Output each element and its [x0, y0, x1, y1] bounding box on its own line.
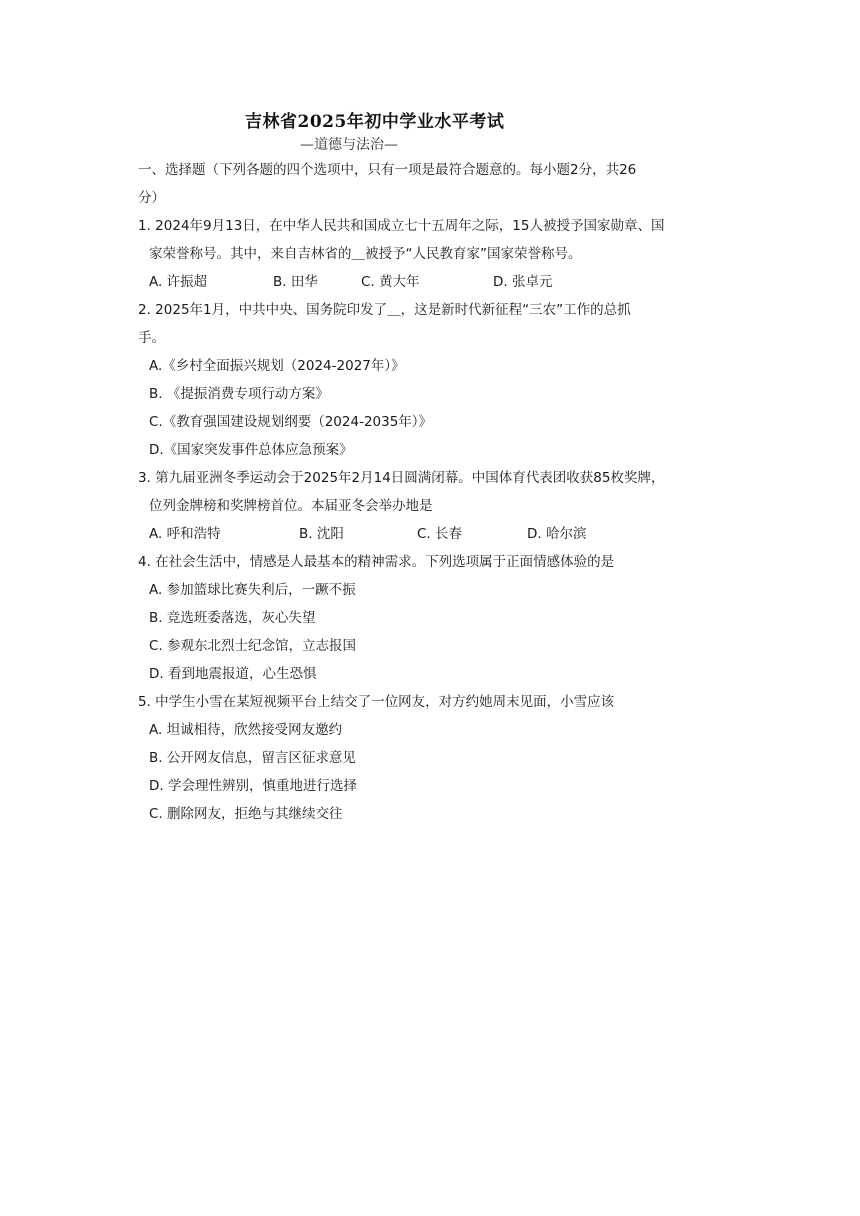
section-heading-line-2: 分） [138, 190, 165, 206]
q1-option-a: A. 许振超 [149, 274, 208, 290]
q4-option-a: A. 参加篮球比赛失利后，一蹶不振 [149, 582, 356, 598]
q2-option-a: A.《乡村全面振兴规划（2024-2027年）》 [149, 358, 405, 374]
q1-option-d: D. 张卓元 [493, 274, 553, 290]
q1-option-c: C. 黄大年 [361, 274, 420, 290]
q5-option-3: D. 学会理性辨别，慎重地进行选择 [149, 778, 357, 794]
question-2-text: 2. 2025年1月，中共中央、国务院印发了＿，这是新时代新征程“三农”工作的总抓 [138, 302, 631, 318]
q3-option-c: C. 长春 [417, 526, 463, 542]
q2-option-b: B. 《提振消费专项行动方案》 [149, 386, 329, 402]
section-heading-line-1: 一、选择题（下列各题的四个选项中，只有一项是最符合题意的。每小题2分，共26 [138, 162, 637, 178]
question-1-text: 1. 2024年9月13日，在中华人民共和国成立七十五周年之际，15人被授予国家勋章、国 [138, 218, 665, 234]
exam-subtitle: —道德与法治— [300, 137, 398, 153]
question-5-text: 5. 中学生小雪在某短视频平台上结交了一位网友，对方约她周末见面，小雪应该 [138, 694, 615, 710]
q5-option-4: C. 删除网友，拒绝与其继续交往 [149, 806, 343, 822]
q1-option-b: B. 田华 [273, 274, 318, 290]
q3-option-d: D. 哈尔滨 [527, 526, 587, 542]
question-4-text: 4. 在社会生活中，情感是人最基本的精神需求。下列选项属于正面情感体验的是 [138, 554, 615, 570]
exam-title: 吉林省2025年初中学业水平考试 [245, 112, 505, 132]
question-1-options [149, 272, 552, 292]
q5-option-2: B. 公开网友信息，留言区征求意见 [149, 750, 356, 766]
q2-option-d: D.《国家突发事件总体应急预案》 [149, 442, 353, 458]
q2-option-c: C.《教育强国建设规划纲要（2024-2035年）》 [149, 414, 433, 430]
question-3-options [149, 524, 586, 544]
question-3-text-cont: 位列金牌榜和奖牌榜首位。本届亚冬会举办地是 [149, 498, 433, 514]
q5-option-1: A. 坦诚相待，欣然接受网友邀约 [149, 722, 343, 738]
question-1-text-cont: 家荣誉称号。其中，来自吉林省的＿被授予“人民教育家”国家荣誉称号。 [149, 246, 582, 262]
q4-option-b: B. 竞选班委落选，灰心失望 [149, 610, 316, 626]
q4-option-d: D. 看到地震报道，心生恐惧 [149, 666, 317, 682]
question-2-text-cont: 手。 [138, 330, 165, 346]
q4-option-c: C. 参观东北烈士纪念馆，立志报国 [149, 638, 357, 654]
q3-option-b: B. 沈阳 [299, 526, 344, 542]
question-3-text: 3. 第九届亚洲冬季运动会于2025年2月14日圆满闭幕。中国体育代表团收获85枚奖牌， [138, 470, 665, 486]
q3-option-a: A. 呼和浩特 [149, 526, 221, 542]
